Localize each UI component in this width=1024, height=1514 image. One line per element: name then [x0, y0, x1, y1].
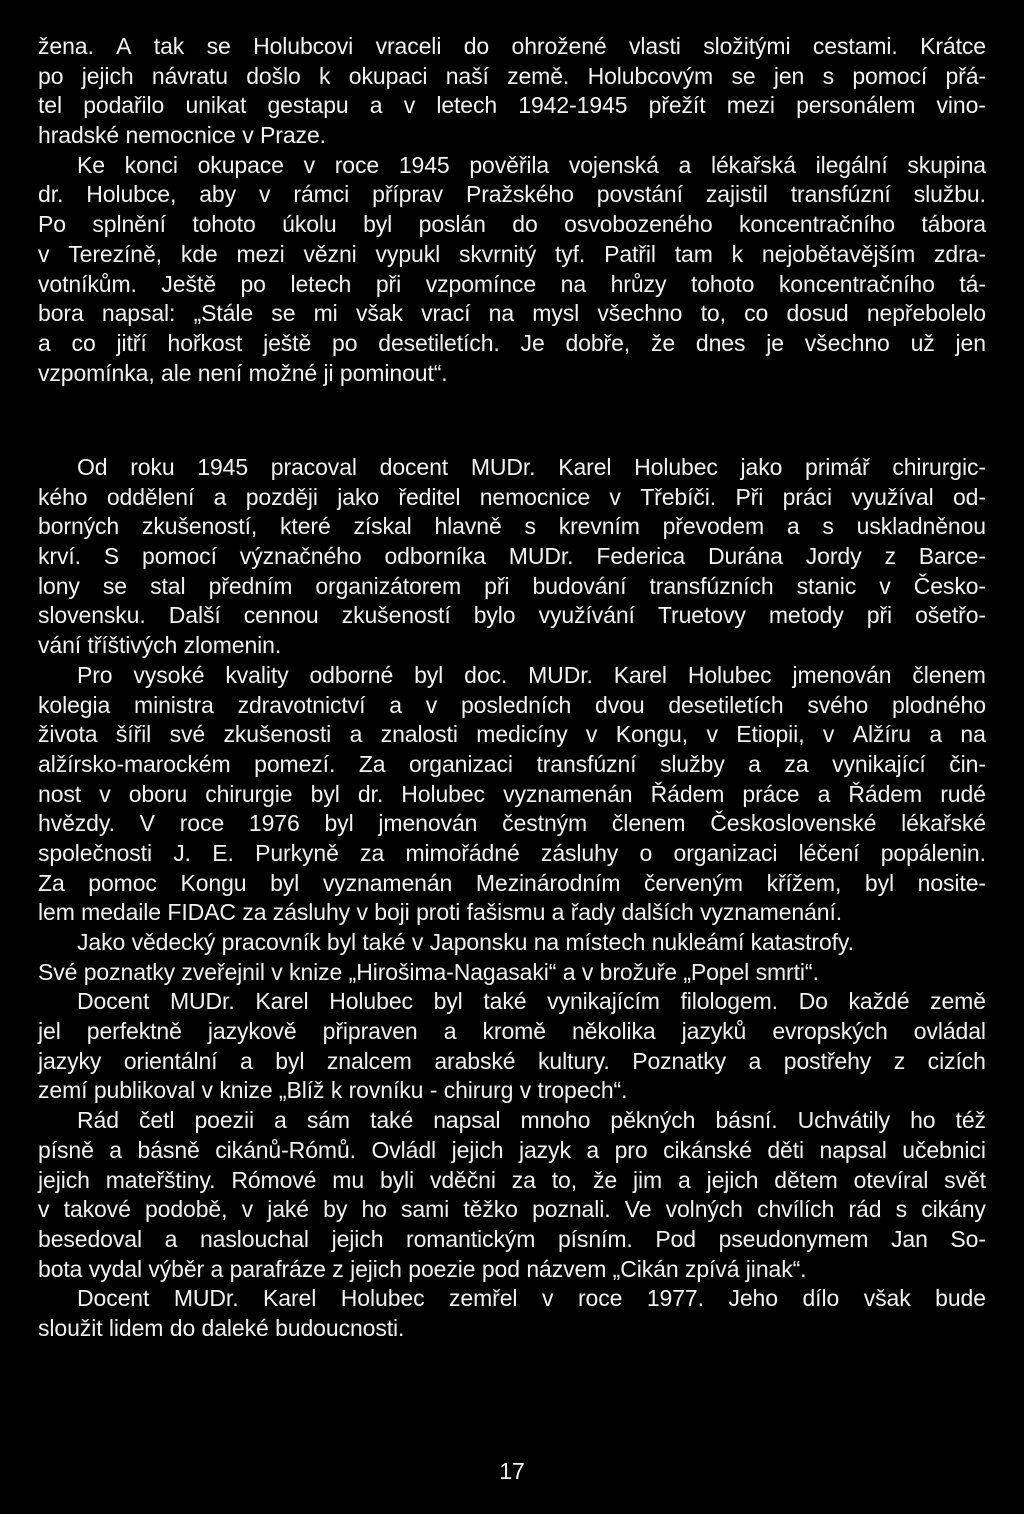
text-line: života šířil své zkušenosti a znalosti medicíny v Kongu, v Etiopii, v Alžíru a na	[38, 721, 986, 748]
text-line: hradské nemocnice v Praze.	[38, 122, 326, 149]
text-line: Jako vědecký pracovník byl také v Japonsku na místech nukleámí katastrofy.	[77, 929, 854, 955]
text-line: tel podařilo unikat gestapu a v letech 1942-1945 přežít mezi personálem vino-	[38, 92, 986, 119]
text-line: vání tříštivých zlomenin.	[38, 632, 282, 659]
text-line: žena. A tak se Holubcovi vraceli do ohrožené vlasti složitými cestami. Krátce	[38, 33, 986, 59]
text-line: dr. Holubce, aby v rámci příprav Pražského povstání zajistil transfúzní službu.	[38, 181, 986, 208]
text-line: po jejich návratu došlo k okupaci naší země. Holubcovým se jen s pomocí přá-	[38, 62, 986, 89]
text-line: slovensku. Další cennou zkušeností bylo využívání Truetovy metody při ošetřo-	[38, 602, 986, 629]
text-line: hvězdy. V roce 1976 byl jmenován čestným členem Československé lékařské	[38, 810, 986, 837]
text-line: společnosti J. E. Purkyně za mimořádné zásluhy o organizaci léčení popálenin.	[38, 839, 986, 866]
text-line: jel perfektně jazykově připraven a kromě několika jazyků evropských ovládal	[38, 1018, 986, 1045]
text-line: lem medaile FIDAC za zásluhy v boji proti fašismu a řady dalších vyznamenání.	[38, 899, 843, 926]
text-line: Rád četl poezii a sám také napsal mnoho pěkných básní. Uchvátily ho též	[77, 1107, 986, 1134]
text-line: kolegia ministra zdravotnictví a v posledních dvou desetiletích svého plodného	[38, 691, 986, 718]
text-line: Po splnění tohoto úkolu byl poslán do osvobozeného koncentračního tábora	[38, 211, 986, 238]
text-line: lony se stal předním organizátorem při budování transfúzních stanic v Česko-	[38, 572, 986, 599]
text-line: sloužit lidem do daleké budoucnosti.	[38, 1314, 405, 1341]
text-line: krví. S pomocí význačného odborníka MUDr. Federica Durána Jordy z Barce-	[38, 543, 986, 570]
text-line: zemí publikoval v knize „Blíž k rovníku - chirurg v tropech“.	[38, 1077, 628, 1104]
text-block-main	[38, 453, 986, 1344]
text-line: jazyky orientální a byl znalcem arabské kultury. Poznatky a postřehy z cizích	[38, 1047, 986, 1074]
text-line: písně a básně cikánů-Rómů. Ovládl jejich jazyk a pro cikánské děti napsal učebnici	[38, 1136, 986, 1163]
text-line: a co jitří hořkost ještě po desetiletích. Je dobře, že dnes je všechno už jen	[38, 329, 986, 356]
page-number: 17	[499, 1458, 525, 1484]
text-line: vzpomínka, ale není možné ji pominout“.	[38, 359, 448, 386]
text-line: kého oddělení a později jako ředitel nemocnice v Třebíči. Při práci využíval od-	[38, 483, 986, 510]
text-line: Pro vysoké kvality odborné byl doc. MUDr. Karel Holubec jmenován členem	[77, 661, 986, 688]
text-block-top	[38, 32, 986, 388]
text-line: Docent MUDr. Karel Holubec zemřel v roce 1977. Jeho dílo však bude	[77, 1285, 986, 1312]
text-line: votníkům. Ještě po letech při vzpomínce na hrůzy tohoto koncentračního tá-	[38, 270, 986, 297]
text-line: Docent MUDr. Karel Holubec byl také vynikajícím filologem. Do každé země	[77, 988, 986, 1015]
text-line: bora napsal: „Stále se mi však vrací na mysl všechno to, co dosud nepřebolelo	[38, 300, 986, 327]
text-line: Ke konci okupace v roce 1945 pověřila vojenská a lékařská ilegální skupina	[77, 151, 986, 178]
text-line: v takové podobě, v jaké by ho sami těžko poznali. Ve volných chvílích rád s cikány	[38, 1196, 986, 1223]
text-line: Od roku 1945 pracoval docent MUDr. Karel Holubec jako primář chirurgic-	[77, 454, 986, 480]
text-line: besedoval a naslouchal jejich romantickým písním. Pod pseudonymem Jan So-	[38, 1225, 986, 1252]
text-line: borných zkušeností, které získal hlavně s krevním převodem a s uskladněnou	[38, 513, 986, 540]
text-line: v Terezíně, kde mezi vězni vypukl skvrnitý tyf. Patřil tam k nejobětavějším zdra-	[38, 240, 986, 267]
text-line: alžírsko-marockém pomezí. Za organizaci transfúzní služby a za vynikající čin-	[38, 750, 986, 777]
text-line: Své poznatky zveřejnil v knize „Hirošima-Nagasaki“ a v brožuře „Popel smrti“.	[38, 958, 819, 985]
text-line: Za pomoc Kongu byl vyznamenán Mezinárodním červeným křížem, byl nosite-	[38, 869, 986, 896]
text-line: jejich mateřštiny. Rómové mu byli vděčni za to, že jim a jejich dětem otevíral svět	[38, 1166, 986, 1193]
text-line: bota vydal výběr a parafráze z jejich poezie pod názvem „Cikán zpívá jinak“.	[38, 1255, 807, 1282]
text-line: nost v oboru chirurgie byl dr. Holubec vyznamenán Řádem práce a Řádem rudé	[38, 780, 986, 807]
